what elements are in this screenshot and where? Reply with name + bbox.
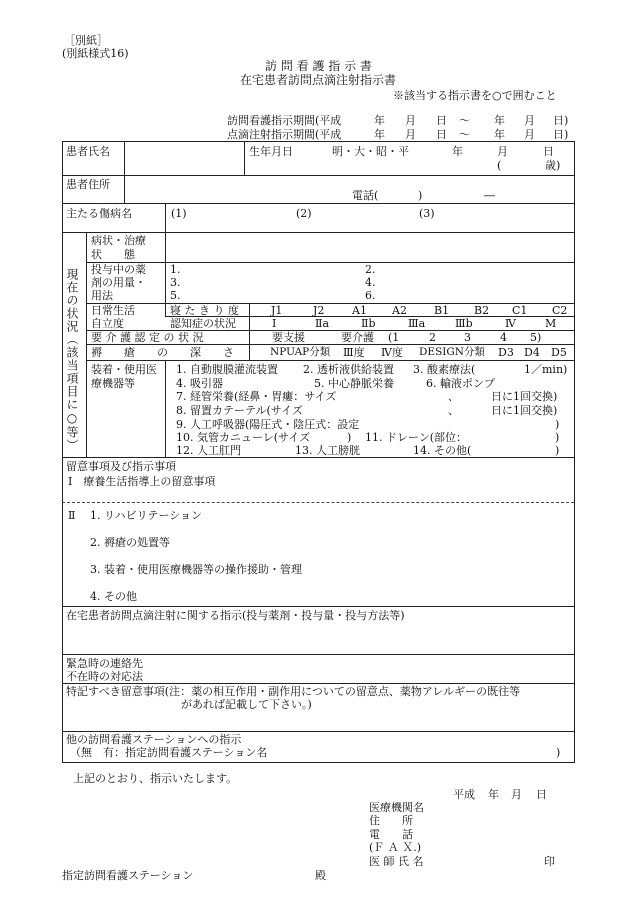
- visit-period-y2: 年: [494, 114, 505, 127]
- dob-label: 生年月日: [249, 145, 293, 158]
- rule: [62, 457, 574, 458]
- meds-item-2: 2.: [365, 263, 376, 276]
- institution-label: 医療機関名: [369, 801, 424, 814]
- date-era: 平成: [453, 788, 475, 801]
- meds-item-3: 3.: [170, 276, 181, 289]
- diagnosis-label: 主たる傷病名: [66, 207, 132, 220]
- meds-label-3: 用法: [91, 289, 113, 302]
- care-level-num[interactable]: 5): [530, 331, 542, 344]
- dono-label: 殿: [315, 869, 326, 882]
- bedridden-option[interactable]: A2: [392, 304, 407, 317]
- visit-period-m1: 月: [405, 114, 416, 127]
- rule: [86, 303, 574, 304]
- rule: [244, 141, 245, 175]
- section-1-heading: Ⅰ 療養生活指導上の留意事項: [68, 475, 216, 488]
- rule: [62, 175, 574, 176]
- special-notes-label-2: があれば記載して下さい。): [181, 698, 312, 711]
- bedridden-option[interactable]: J2: [313, 304, 325, 317]
- other-station-label: 他の訪問看護ステーションへの指示: [66, 733, 242, 746]
- doctor-name-label: 医 師 氏 名: [369, 855, 424, 868]
- visit-period-tilde: ～: [459, 114, 470, 127]
- rule: [124, 175, 125, 203]
- drip-period-d1: 日: [436, 128, 447, 141]
- design-option[interactable]: D3: [498, 346, 514, 359]
- bessi-label: ［別紙］: [64, 34, 108, 47]
- dementia-option[interactable]: M: [545, 317, 557, 330]
- device-item[interactable]: 13. 人工膀胱: [295, 444, 360, 457]
- dashed-separator: [62, 502, 574, 503]
- visit-period-d2: 日): [553, 114, 569, 127]
- table-right-border: [574, 141, 575, 763]
- adl-label: 日常生活: [91, 304, 135, 317]
- design-option[interactable]: D4: [524, 346, 540, 359]
- diagnosis-2[interactable]: (2): [296, 207, 312, 220]
- condition-label: 病状・治療: [91, 234, 146, 247]
- meds-item-5: 5.: [170, 289, 181, 302]
- visit-period-label: 訪問看護指示期間(平成: [227, 114, 342, 127]
- care-level-num[interactable]: (1: [388, 331, 400, 344]
- device-item-close: ): [555, 431, 560, 444]
- phone-field-label: 電 話: [369, 828, 413, 841]
- statement: 上記のとおり、指示いたします。: [73, 772, 238, 785]
- device-item-suffix: 日に1回交換): [491, 390, 558, 403]
- bedridden-option[interactable]: C2: [552, 304, 568, 317]
- rule: [62, 203, 574, 204]
- date-day: 日: [536, 788, 547, 801]
- form-title: 訪 問 看 護 指 示 書: [265, 59, 372, 73]
- rule: [86, 344, 574, 345]
- form-number: (別紙様式16): [62, 47, 129, 60]
- npuap-option[interactable]: Ⅳ度: [381, 346, 403, 359]
- rule: [62, 606, 574, 607]
- rule: [249, 303, 250, 330]
- device-label-2: 療機器等: [91, 377, 135, 390]
- other-station-close: ): [556, 746, 561, 759]
- phone-dash: ―: [484, 189, 495, 202]
- device-item[interactable]: 3. 酸素療法(: [413, 363, 476, 376]
- meds-item-1: 1.: [170, 263, 181, 276]
- meds-label: 投与中の薬: [91, 263, 146, 276]
- dementia-option[interactable]: Ⅱa: [315, 317, 330, 330]
- bedridden-label: 寝 た き り 度: [170, 304, 239, 317]
- condition-label-2: 状 態: [91, 248, 135, 261]
- bedridden-option[interactable]: J1: [271, 304, 283, 317]
- emergency-contact-label: 緊急時の連絡先: [66, 657, 143, 670]
- drip-instruction-label: 在宅患者訪問点滴注射に関する指示(投与薬剤・投与量・投与方法等): [66, 609, 405, 622]
- device-item-suffix: 1／min): [524, 363, 568, 376]
- rule: [62, 731, 574, 732]
- visit-period-y1: 年: [374, 114, 385, 127]
- device-item[interactable]: 9. 人工呼吸器(陽圧式・陰圧式：設定: [176, 418, 360, 431]
- status-side-label: 現在の状況（該当項目に○等）: [65, 268, 79, 452]
- adl-label-2: 自立度: [91, 317, 124, 330]
- device-item[interactable]: 7. 経管栄養(経鼻・胃瘻：サイズ: [176, 390, 337, 403]
- device-item[interactable]: 2. 透析液供給装置: [303, 363, 394, 376]
- drip-period-y1: 年: [374, 128, 385, 141]
- patient-address-field[interactable]: [127, 177, 571, 201]
- fax-label: (Ｆ Ａ Ｘ.): [369, 841, 422, 854]
- diagnosis-3[interactable]: (3): [419, 207, 435, 220]
- npuap-label: NPUAP分類: [270, 346, 331, 358]
- age-open: (: [497, 159, 502, 172]
- care-support-option[interactable]: 要支援: [272, 331, 305, 344]
- device-item[interactable]: 14. その他(: [413, 444, 472, 457]
- care-level-num[interactable]: 2: [429, 331, 436, 344]
- rule: [249, 330, 250, 344]
- station-label: 指定訪問看護ステーション: [62, 869, 194, 882]
- design-label: DESIGN分類: [419, 346, 485, 358]
- dementia-option[interactable]: Ⅲb: [455, 317, 473, 330]
- care-level-num[interactable]: 4: [500, 331, 507, 344]
- dementia-option[interactable]: Ⅰ: [272, 317, 277, 330]
- visit-period-d1: 日: [436, 114, 447, 127]
- rule: [62, 232, 574, 233]
- drip-period-m2: 月: [524, 128, 535, 141]
- era-options[interactable]: 明・大・昭・平: [332, 145, 409, 158]
- drip-period-tilde: ～: [459, 128, 470, 141]
- bedridden-option[interactable]: C1: [512, 304, 528, 317]
- npuap-option[interactable]: Ⅲ度: [343, 346, 365, 359]
- dementia-option[interactable]: Ⅲa: [408, 317, 426, 330]
- dementia-label: 認知症の状況: [170, 317, 236, 330]
- care-level-num[interactable]: 3: [464, 331, 471, 344]
- device-support-item: 3. 装着・使用医療機器等の操作援助・管理: [90, 563, 302, 576]
- absence-response-label: 不在時の対応法: [66, 670, 143, 683]
- device-item[interactable]: 4. 吸引器: [176, 377, 223, 390]
- care-level-option[interactable]: 要介護: [341, 331, 374, 344]
- table-left-border: [62, 141, 63, 763]
- dob-month: 月: [497, 145, 508, 158]
- drip-period-d2: 日): [553, 128, 569, 141]
- phone-label: 電話(: [352, 189, 379, 202]
- section-1-field[interactable]: [66, 488, 571, 500]
- device-item[interactable]: 11. ドレーン(部位：: [365, 431, 468, 444]
- care-level-label: 要 介 護 認 定 の 状 況: [91, 331, 204, 344]
- section-2-number: Ⅱ: [68, 509, 76, 522]
- drip-period-m1: 月: [405, 128, 416, 141]
- device-item-close: ): [555, 444, 560, 457]
- device-item-comma: 、: [448, 404, 459, 417]
- device-item[interactable]: 12. 人工肛門: [176, 444, 241, 457]
- dementia-option[interactable]: Ⅱb: [361, 317, 376, 330]
- patient-address-label: 患者住所: [66, 178, 110, 191]
- dob-day: 日: [543, 145, 554, 158]
- date-month: 月: [511, 788, 522, 801]
- circle-note: ※該当する指示書を○で囲むこと: [393, 89, 557, 102]
- meds-item-4: 4.: [365, 276, 376, 289]
- device-label: 装着・使用医: [91, 363, 157, 376]
- seal-mark: 印: [544, 855, 555, 868]
- rule: [165, 360, 166, 457]
- rule: [62, 654, 574, 655]
- pressure-ulcer-label: 褥 瘡 の 深 さ: [91, 346, 234, 359]
- rule: [86, 360, 574, 361]
- device-item-suffix: 日に1回交換): [491, 404, 558, 417]
- device-item-close: ): [347, 431, 352, 444]
- device-item-close: ): [555, 418, 560, 431]
- device-item[interactable]: 1. 自動腹膜灌流装置: [176, 363, 278, 376]
- rule: [86, 262, 574, 263]
- device-item-comma: 、: [448, 390, 459, 403]
- special-notes-field[interactable]: [66, 712, 571, 729]
- bedridden-option[interactable]: A1: [352, 304, 367, 317]
- special-notes-label: 特記すべき留意事項(注：薬の相互作用・副作用についての留意点、薬物アレルギーの既往等: [66, 685, 521, 698]
- other-item: 4. その他: [90, 590, 137, 603]
- date-year: 年: [488, 788, 499, 801]
- meds-label-2: 剤の用量・: [91, 276, 146, 289]
- device-item[interactable]: 6. 輸液ポンプ: [426, 377, 495, 390]
- bedridden-option[interactable]: B2: [474, 304, 490, 317]
- drip-instruction-field[interactable]: [66, 624, 571, 652]
- address-label: 住 所: [369, 814, 413, 827]
- patient-name-field[interactable]: [127, 143, 241, 173]
- design-option[interactable]: D5: [551, 346, 567, 359]
- instructions-heading: 留意事項及び指示事項: [66, 460, 176, 473]
- rule: [124, 141, 125, 175]
- phone-close: ): [418, 189, 423, 202]
- other-station-choice[interactable]: （無 有：指定訪問看護ステーション名: [70, 746, 268, 759]
- drip-period-label: 点滴注射指示期間(平成: [227, 128, 342, 141]
- rehab-item: 1. リハビリテーション: [90, 509, 203, 522]
- visit-period-m2: 月: [524, 114, 535, 127]
- dementia-option[interactable]: Ⅳ: [505, 317, 516, 330]
- device-item[interactable]: 10. 気管カニューレ(サイズ: [176, 431, 311, 444]
- device-item[interactable]: 5. 中心静脈栄養: [314, 377, 394, 390]
- meds-item-6: 6.: [365, 289, 376, 302]
- diagnosis-1[interactable]: (1): [171, 207, 187, 220]
- rule: [62, 683, 574, 684]
- drip-period-y2: 年: [494, 128, 505, 141]
- device-item[interactable]: 8. 留置カテーテル(サイズ: [176, 404, 303, 417]
- dob-year: 年: [452, 145, 463, 158]
- form-subtitle: 在宅患者訪問点滴注射指示書: [240, 73, 397, 87]
- rule: [249, 344, 250, 360]
- age-label: 歳): [545, 159, 561, 172]
- ulcer-care-item: 2. 褥瘡の処置等: [90, 536, 170, 549]
- bedridden-option[interactable]: B1: [434, 304, 450, 317]
- rule: [165, 203, 166, 232]
- patient-name-label: 患者氏名: [66, 145, 110, 158]
- rule: [62, 141, 574, 142]
- rule: [62, 762, 574, 763]
